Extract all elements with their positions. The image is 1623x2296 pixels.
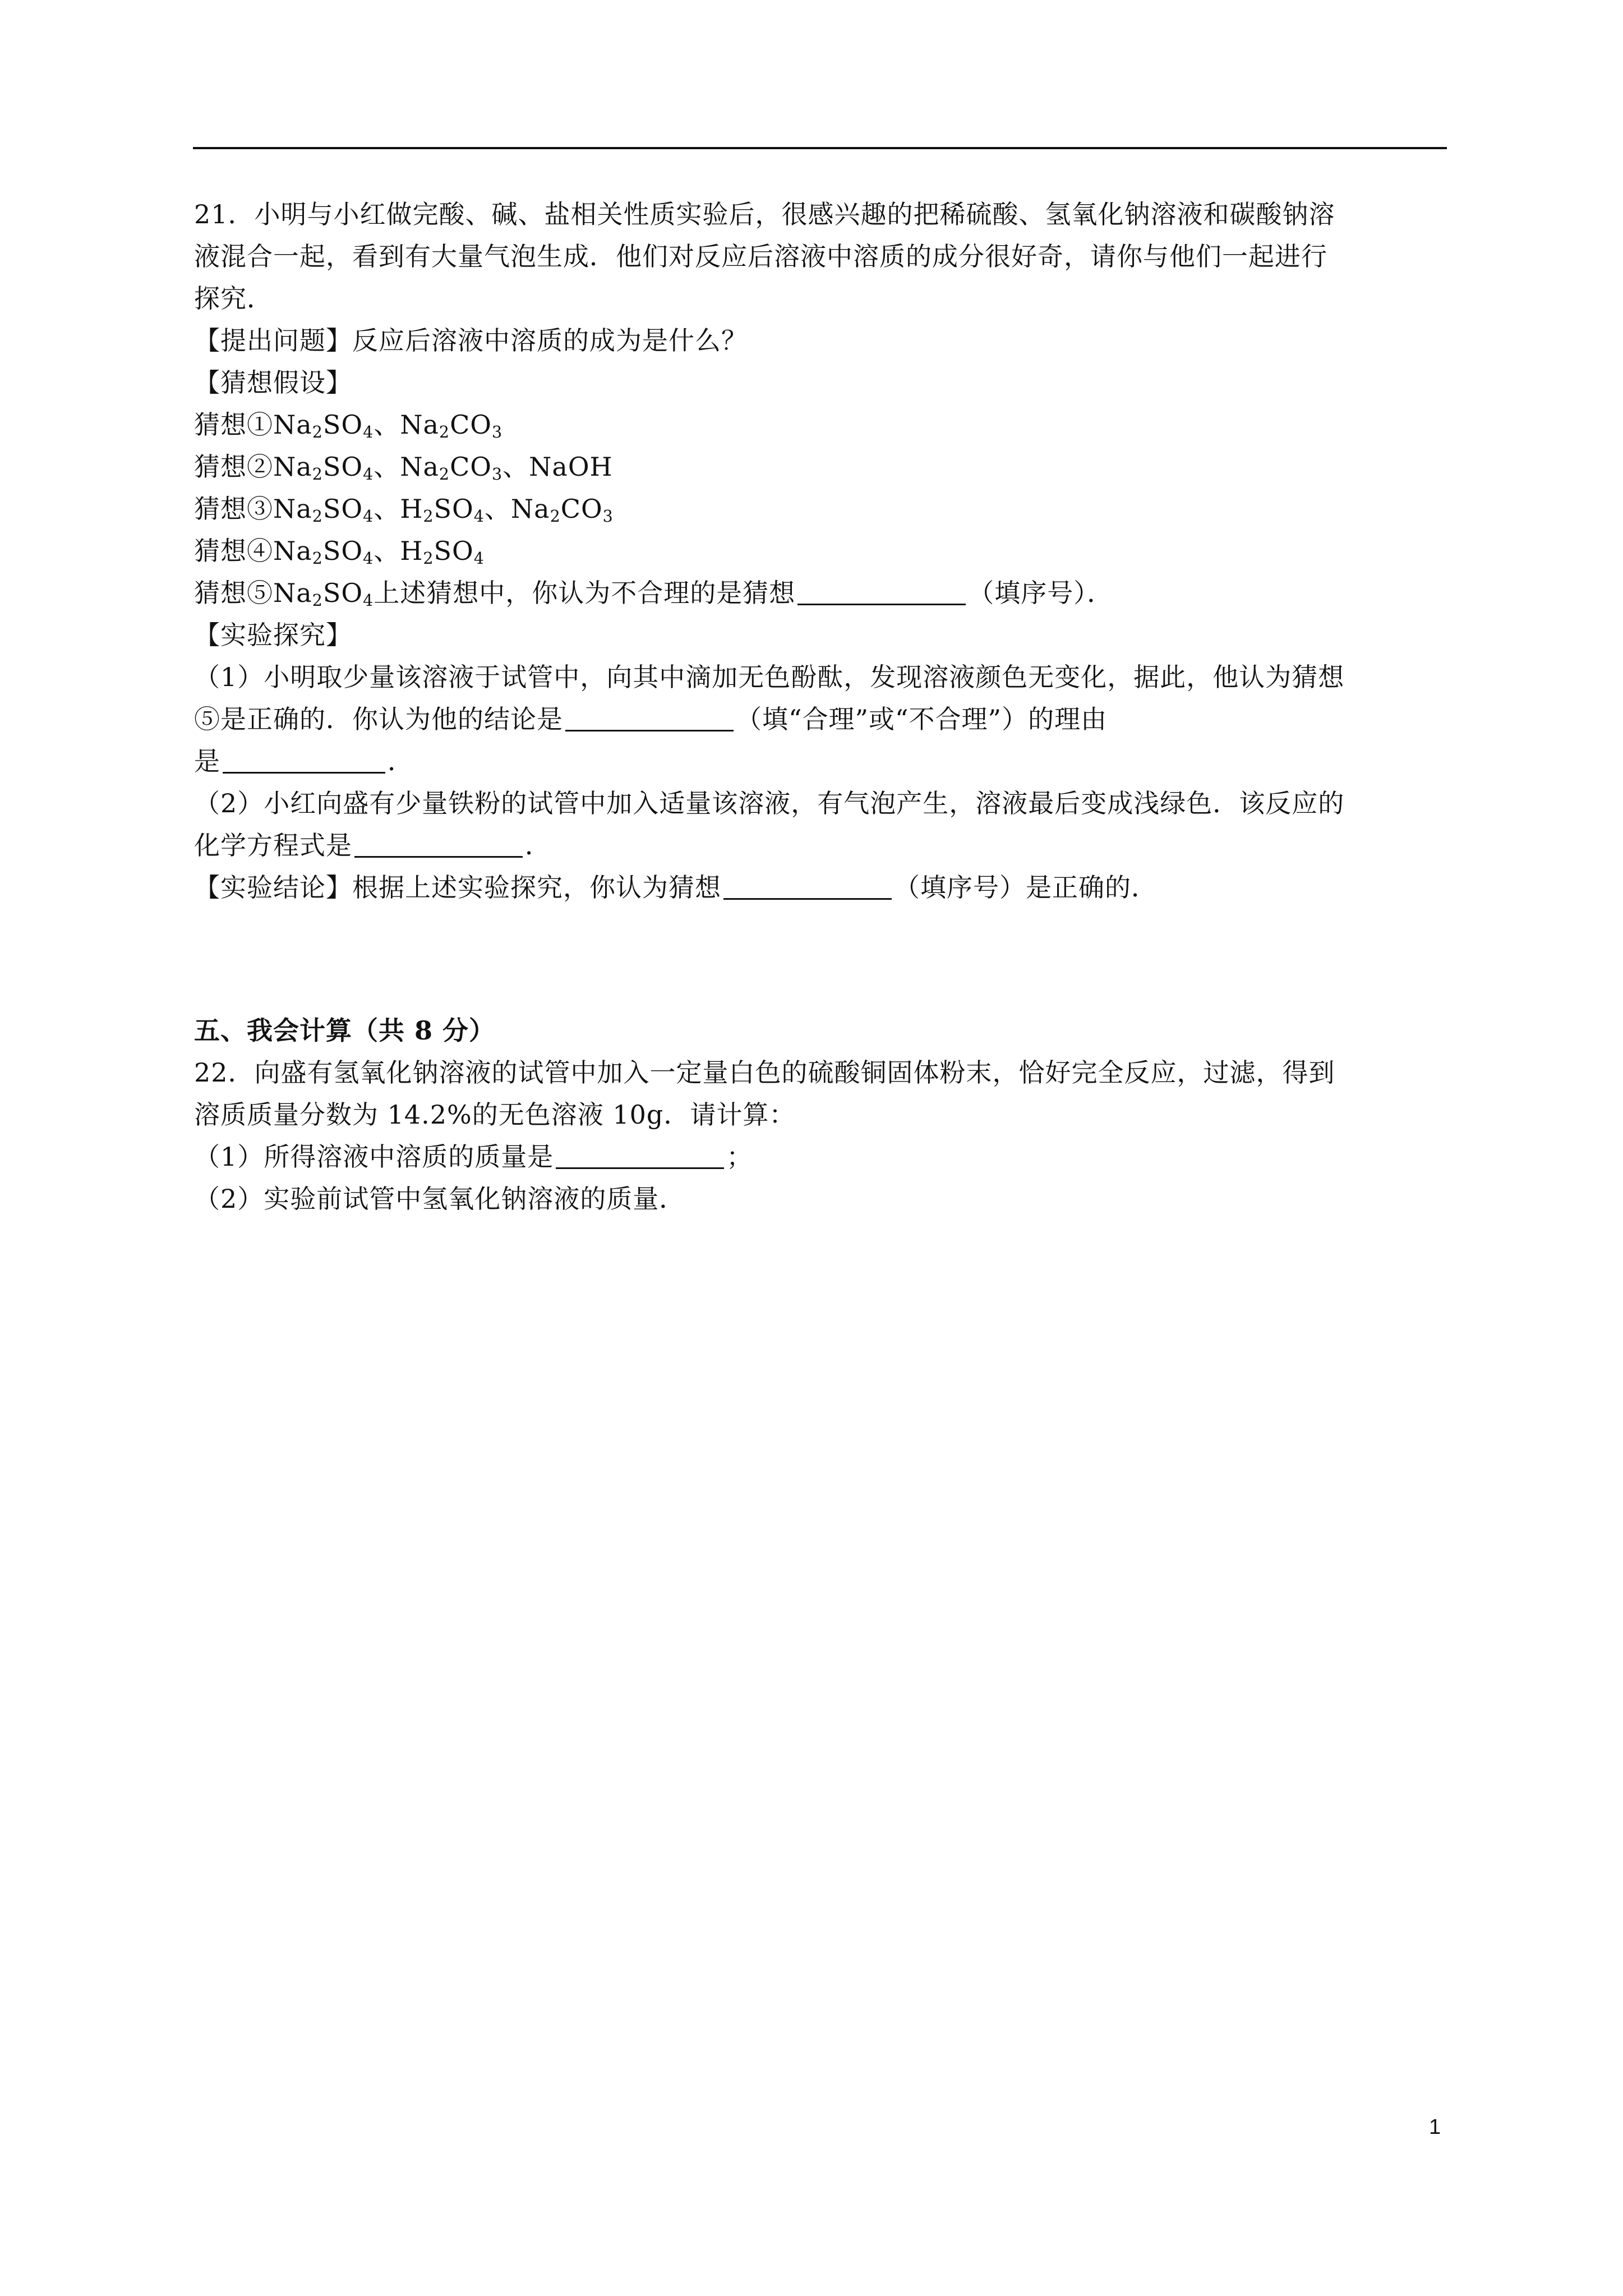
answer-blank-solute-mass[interactable] <box>556 1142 724 1169</box>
separator: 、 <box>374 452 400 482</box>
q22-part1-prefix: （1）所得溶液中溶质的质量是 <box>194 1142 554 1172</box>
separator: 、 <box>374 536 400 566</box>
conclusion-suffix: （填序号）是正确的． <box>894 872 1158 903</box>
answer-blank-conclusion[interactable] <box>723 872 892 900</box>
q21-intro-line3: 探究． <box>194 283 273 314</box>
q22-line1: 22．向盛有氢氧化钠溶液的试管中加入一定量白色的硫酸铜固体粉末，恰好完全反应，过滤，得到 <box>194 1057 1335 1088</box>
period: ． <box>525 830 551 861</box>
question-heading: 【提出问题】 <box>194 325 352 356</box>
exp2-line1: （2）小红向盛有少量铁粉的试管中加入适量该溶液，有气泡产生，溶液最后变成浅绿色．该反应的 <box>194 788 1345 818</box>
exp2-line2 <box>194 829 551 862</box>
exp1-line3 <box>194 744 414 778</box>
q22-part1-suffix: ； <box>726 1142 753 1172</box>
hypothesis-1: 猜想$①Na_2SO_4$、$Na_2CO_3$ <box>194 409 503 442</box>
period: ． <box>388 746 414 776</box>
separator: 、 <box>502 452 529 482</box>
separator: 、 <box>484 494 511 524</box>
header-rule <box>193 147 1447 149</box>
q21-intro-line1: 21．小明与小红做完酸、碱、盐相关性质实验后，很感兴趣的把稀硫酸、氢氧化钠溶液和碳酸钠溶 <box>194 199 1335 229</box>
answer-blank-unreasonable[interactable] <box>797 578 966 605</box>
hyp5-text: 上述猜想中，你认为不合理的是猜想 <box>374 578 796 608</box>
hypothesis-4: 猜想$④Na_2SO_4$、$H_2SO_4$ <box>194 536 485 568</box>
hyp3-prefix: 猜想③ <box>194 494 273 524</box>
exp1-line2 <box>194 702 1107 736</box>
hypothesis-5: 猜想$⑤Na_2SO_4$上述猜想中，你认为不合理的是猜想 （填序号）． <box>194 578 1114 610</box>
hyp5-prefix: 猜想⑤ <box>194 578 273 608</box>
answer-blank-reason[interactable] <box>223 746 385 774</box>
hyp4-prefix: 猜想④ <box>194 536 273 566</box>
hyp5-suffix: （填序号）． <box>968 578 1114 608</box>
hyp1-prefix: 猜想① <box>194 409 273 440</box>
q22-line2: 溶质质量分数为 14.2%的无色溶液 10g．请计算： <box>194 1099 796 1130</box>
q21-question-row <box>194 324 748 357</box>
q21-intro-line2: 液混合一起，看到有大量气泡生成．他们对反应后溶液中溶质的成分很好奇，请你与他们一起进行 <box>194 241 1327 272</box>
question-text: 反应后溶液中溶质的成为是什么？ <box>352 325 748 356</box>
page-number: 1 <box>1429 2115 1441 2139</box>
hyp2-prefix: 猜想② <box>194 452 273 482</box>
naoh: NaOH <box>529 452 613 482</box>
exp2-line2-prefix: 化学方程式是 <box>194 830 352 861</box>
exp1-line2-suffix: （填“合理”或“不合理”）的理由 <box>736 704 1108 734</box>
hypothesis-2: 猜想$②Na_2SO_4$、$Na_2CO_3$、NaOH <box>194 452 613 484</box>
conclusion-heading: 【实验结论】 <box>194 872 352 903</box>
exp1-line2-prefix: ⑤是正确的．你认为他的结论是 <box>194 704 563 734</box>
q22-part1 <box>194 1140 753 1174</box>
exp1-line3-prefix: 是 <box>194 746 220 776</box>
q22-part2: （2）实验前试管中氢氧化钠溶液的质量． <box>194 1184 686 1214</box>
separator: 、 <box>374 494 400 524</box>
conclusion-text: 根据上述实验探究，你认为猜想 <box>352 872 721 903</box>
experiment-heading: 【实验探究】 <box>194 620 352 650</box>
answer-blank-reasonable[interactable] <box>565 704 734 731</box>
hypothesis-3: 猜想$③Na_2SO_4$、$H_2SO_4$、$Na_2CO_3$ <box>194 494 614 526</box>
section5-heading: 五、我会计算（共 8 分） <box>194 1015 496 1046</box>
answer-blank-equation[interactable] <box>354 830 523 858</box>
separator: 、 <box>374 409 400 440</box>
hypothesis-heading: 【猜想假设】 <box>194 367 352 398</box>
conclusion-row <box>194 871 1158 904</box>
exp1-line1: （1）小明取少量该溶液于试管中，向其中滴加无色酚酞，发现溶液颜色无变化，据此，他认为猜想 <box>194 662 1345 692</box>
